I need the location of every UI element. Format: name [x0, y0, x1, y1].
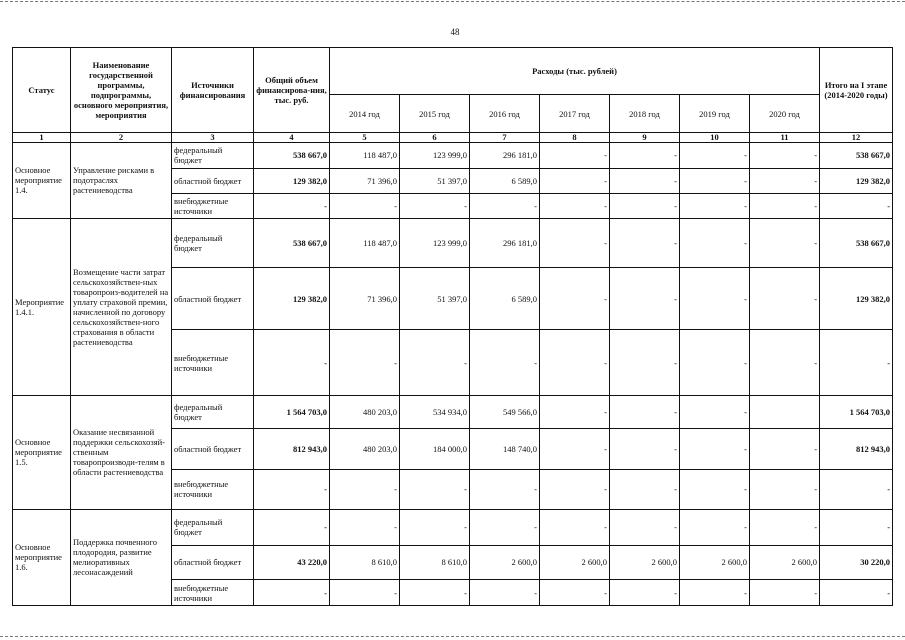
year-value-cell: 480 203,0	[330, 395, 400, 428]
year-value-cell: -	[610, 509, 680, 545]
year-value-cell: -	[610, 168, 680, 193]
column-index: 12	[820, 133, 893, 143]
total-volume-cell: -	[254, 470, 330, 509]
year-value-cell: -	[400, 470, 470, 509]
source-cell: внебюджетные источники	[172, 330, 254, 395]
year-value-cell: -	[400, 330, 470, 395]
source-cell: областной бюджет	[172, 545, 254, 579]
year-value-cell: -	[750, 428, 820, 469]
year-value-cell: -	[470, 580, 540, 606]
program-name-cell: Оказание несвязанной поддержки сельскохозяй-ственным товаропроизводи-телям в области растениеводства	[71, 395, 172, 509]
year-value-cell: -	[610, 218, 680, 268]
financing-table	[12, 47, 893, 606]
year-value-cell: -	[540, 268, 610, 330]
year-value-cell: 6 589,0	[470, 268, 540, 330]
year-value-cell: -	[540, 509, 610, 545]
column-index: 10	[680, 133, 750, 143]
source-cell: областной бюджет	[172, 428, 254, 469]
year-value-cell: 118 487,0	[330, 143, 400, 169]
year-value-cell: -	[680, 218, 750, 268]
year-value-cell: 6 589,0	[470, 168, 540, 193]
year-value-cell: 71 396,0	[330, 168, 400, 193]
year-value-cell: -	[680, 580, 750, 606]
year-value-cell: -	[400, 580, 470, 606]
year-value-cell: -	[610, 428, 680, 469]
col-header-year: 2017 год	[540, 95, 610, 133]
year-value-cell: -	[680, 509, 750, 545]
col-header-program-name: Наименование государственной программы, подпрограммы, основного мероприятия, мероприятия	[71, 48, 172, 133]
itogo-cell: -	[820, 580, 893, 606]
itogo-cell: -	[820, 509, 893, 545]
col-header-total-volume: Общий объем финансирова-ния, тыс. руб.	[254, 48, 330, 133]
col-header-itogo: Итого на I этапе (2014-2020 годы)	[820, 48, 893, 133]
year-value-cell: -	[680, 268, 750, 330]
year-value-cell: -	[400, 509, 470, 545]
itogo-cell: 538 667,0	[820, 143, 893, 169]
year-value-cell: 296 181,0	[470, 143, 540, 169]
year-value-cell: 51 397,0	[400, 268, 470, 330]
year-value-cell: 296 181,0	[470, 218, 540, 268]
year-value-cell: -	[750, 268, 820, 330]
source-cell: областной бюджет	[172, 268, 254, 330]
year-value-cell: -	[610, 330, 680, 395]
year-value-cell: -	[540, 330, 610, 395]
total-volume-cell: 538 667,0	[254, 218, 330, 268]
year-value-cell: -	[330, 509, 400, 545]
table-row	[13, 509, 893, 545]
column-index: 11	[750, 133, 820, 143]
itogo-cell: -	[820, 470, 893, 509]
year-value-cell: -	[330, 193, 400, 218]
column-index: 5	[330, 133, 400, 143]
source-cell: федеральный бюджет	[172, 143, 254, 169]
total-volume-cell: -	[254, 580, 330, 606]
year-value-cell: -	[750, 509, 820, 545]
itogo-cell: 129 382,0	[820, 168, 893, 193]
year-value-cell: 123 999,0	[400, 218, 470, 268]
total-volume-cell: 129 382,0	[254, 168, 330, 193]
itogo-cell: 538 667,0	[820, 218, 893, 268]
program-name-cell: Возмещение части затрат сельскохозяйствен-ных товаропроиз-водителей на уплату страховой премии, начисленной по договору сельскохозяйствен-ного страхования в области растениеводства	[71, 218, 172, 395]
program-name-cell: Управление рисками в подотраслях растениеводства	[71, 143, 172, 219]
year-value-cell: -	[400, 193, 470, 218]
column-index: 8	[540, 133, 610, 143]
year-value-cell: -	[680, 193, 750, 218]
col-header-year: 2020 год	[750, 95, 820, 133]
year-value-cell: -	[540, 395, 610, 428]
column-index: 9	[610, 133, 680, 143]
source-cell: внебюджетные источники	[172, 193, 254, 218]
year-value-cell: -	[750, 168, 820, 193]
year-value-cell: 2 600,0	[750, 545, 820, 579]
year-value-cell: -	[610, 268, 680, 330]
total-volume-cell: 812 943,0	[254, 428, 330, 469]
year-value-cell: -	[680, 330, 750, 395]
program-name-cell: Поддержка почвенного плодородия, развитие мелиоративных лесонасаждений	[71, 509, 172, 605]
source-cell: внебюджетные источники	[172, 470, 254, 509]
year-value-cell: -	[470, 509, 540, 545]
source-cell: федеральный бюджет	[172, 218, 254, 268]
year-value-cell: -	[330, 580, 400, 606]
year-value-cell: 184 000,0	[400, 428, 470, 469]
total-volume-cell: -	[254, 193, 330, 218]
year-value-cell: 480 203,0	[330, 428, 400, 469]
status-cell: Основное мероприятие 1.5.	[13, 395, 71, 509]
year-value-cell: -	[610, 580, 680, 606]
year-value-cell: 8 610,0	[400, 545, 470, 579]
year-value-cell: 2 600,0	[610, 545, 680, 579]
column-index: 4	[254, 133, 330, 143]
col-header-year: 2018 год	[610, 95, 680, 133]
column-index: 7	[470, 133, 540, 143]
year-value-cell: -	[680, 395, 750, 428]
column-index: 6	[400, 133, 470, 143]
itogo-cell: 812 943,0	[820, 428, 893, 469]
total-volume-cell: -	[254, 330, 330, 395]
year-value-cell: 123 999,0	[400, 143, 470, 169]
status-cell: Основное мероприятие 1.4.	[13, 143, 71, 219]
itogo-cell: -	[820, 193, 893, 218]
column-index: 1	[13, 133, 71, 143]
table-row	[13, 395, 893, 428]
year-value-cell: -	[750, 470, 820, 509]
year-value-cell: -	[610, 395, 680, 428]
itogo-cell: 30 220,0	[820, 545, 893, 579]
year-value-cell: -	[750, 218, 820, 268]
year-value-cell: -	[750, 580, 820, 606]
column-index: 3	[172, 133, 254, 143]
col-header-year: 2019 год	[680, 95, 750, 133]
year-value-cell: 71 396,0	[330, 268, 400, 330]
year-value-cell: 534 934,0	[400, 395, 470, 428]
year-value-cell: 118 487,0	[330, 218, 400, 268]
table-row	[13, 218, 893, 268]
col-header-status: Статус	[13, 48, 71, 133]
page-number: 48	[450, 27, 460, 37]
year-value-cell: 549 566,0	[470, 395, 540, 428]
source-cell: федеральный бюджет	[172, 395, 254, 428]
year-value-cell: -	[750, 193, 820, 218]
year-value-cell: -	[750, 330, 820, 395]
year-value-cell: -	[330, 470, 400, 509]
itogo-cell: 129 382,0	[820, 268, 893, 330]
source-cell: областной бюджет	[172, 168, 254, 193]
total-volume-cell: 538 667,0	[254, 143, 330, 169]
year-value-cell: 148 740,0	[470, 428, 540, 469]
itogo-cell: -	[820, 330, 893, 395]
status-cell: Основное мероприятие 1.6.	[13, 509, 71, 605]
year-value-cell: 2 600,0	[470, 545, 540, 579]
year-value-cell: -	[540, 143, 610, 169]
year-value-cell: -	[750, 143, 820, 169]
year-value-cell: -	[540, 193, 610, 218]
year-value-cell: 2 600,0	[680, 545, 750, 579]
year-value-cell: -	[610, 470, 680, 509]
year-value-cell: -	[540, 470, 610, 509]
year-value-cell: -	[680, 143, 750, 169]
year-value-cell: -	[540, 580, 610, 606]
year-value-cell: 2 600,0	[540, 545, 610, 579]
table-body	[13, 143, 893, 606]
status-cell: Мероприятие 1.4.1.	[13, 218, 71, 395]
col-header-sources: Источники финансирования	[172, 48, 254, 133]
year-value-cell: -	[540, 218, 610, 268]
itogo-cell: 1 564 703,0	[820, 395, 893, 428]
source-cell: федеральный бюджет	[172, 509, 254, 545]
year-value-cell	[750, 395, 820, 428]
source-cell: внебюджетные источники	[172, 580, 254, 606]
col-header-year: 2015 год	[400, 95, 470, 133]
total-volume-cell: 1 564 703,0	[254, 395, 330, 428]
year-value-cell: -	[610, 193, 680, 218]
total-volume-cell: 129 382,0	[254, 268, 330, 330]
total-volume-cell: 43 220,0	[254, 545, 330, 579]
year-value-cell: -	[470, 330, 540, 395]
year-value-cell: -	[470, 193, 540, 218]
year-value-cell: -	[680, 470, 750, 509]
total-volume-cell: -	[254, 509, 330, 545]
year-value-cell: -	[470, 470, 540, 509]
year-value-cell: 51 397,0	[400, 168, 470, 193]
year-value-cell: -	[680, 168, 750, 193]
year-value-cell: -	[540, 168, 610, 193]
column-index-row	[13, 133, 893, 143]
top-scan-border	[0, 1, 905, 4]
col-header-year: 2014 год	[330, 95, 400, 133]
column-index: 2	[71, 133, 172, 143]
year-value-cell: -	[610, 143, 680, 169]
col-header-expenses: Расходы (тыс. рублей)	[330, 48, 820, 95]
year-value-cell: -	[540, 428, 610, 469]
col-header-year: 2016 год	[470, 95, 540, 133]
bottom-scan-border	[0, 636, 905, 639]
year-value-cell: -	[330, 330, 400, 395]
table-row	[13, 143, 893, 169]
year-value-cell: 8 610,0	[330, 545, 400, 579]
year-value-cell: -	[680, 428, 750, 469]
